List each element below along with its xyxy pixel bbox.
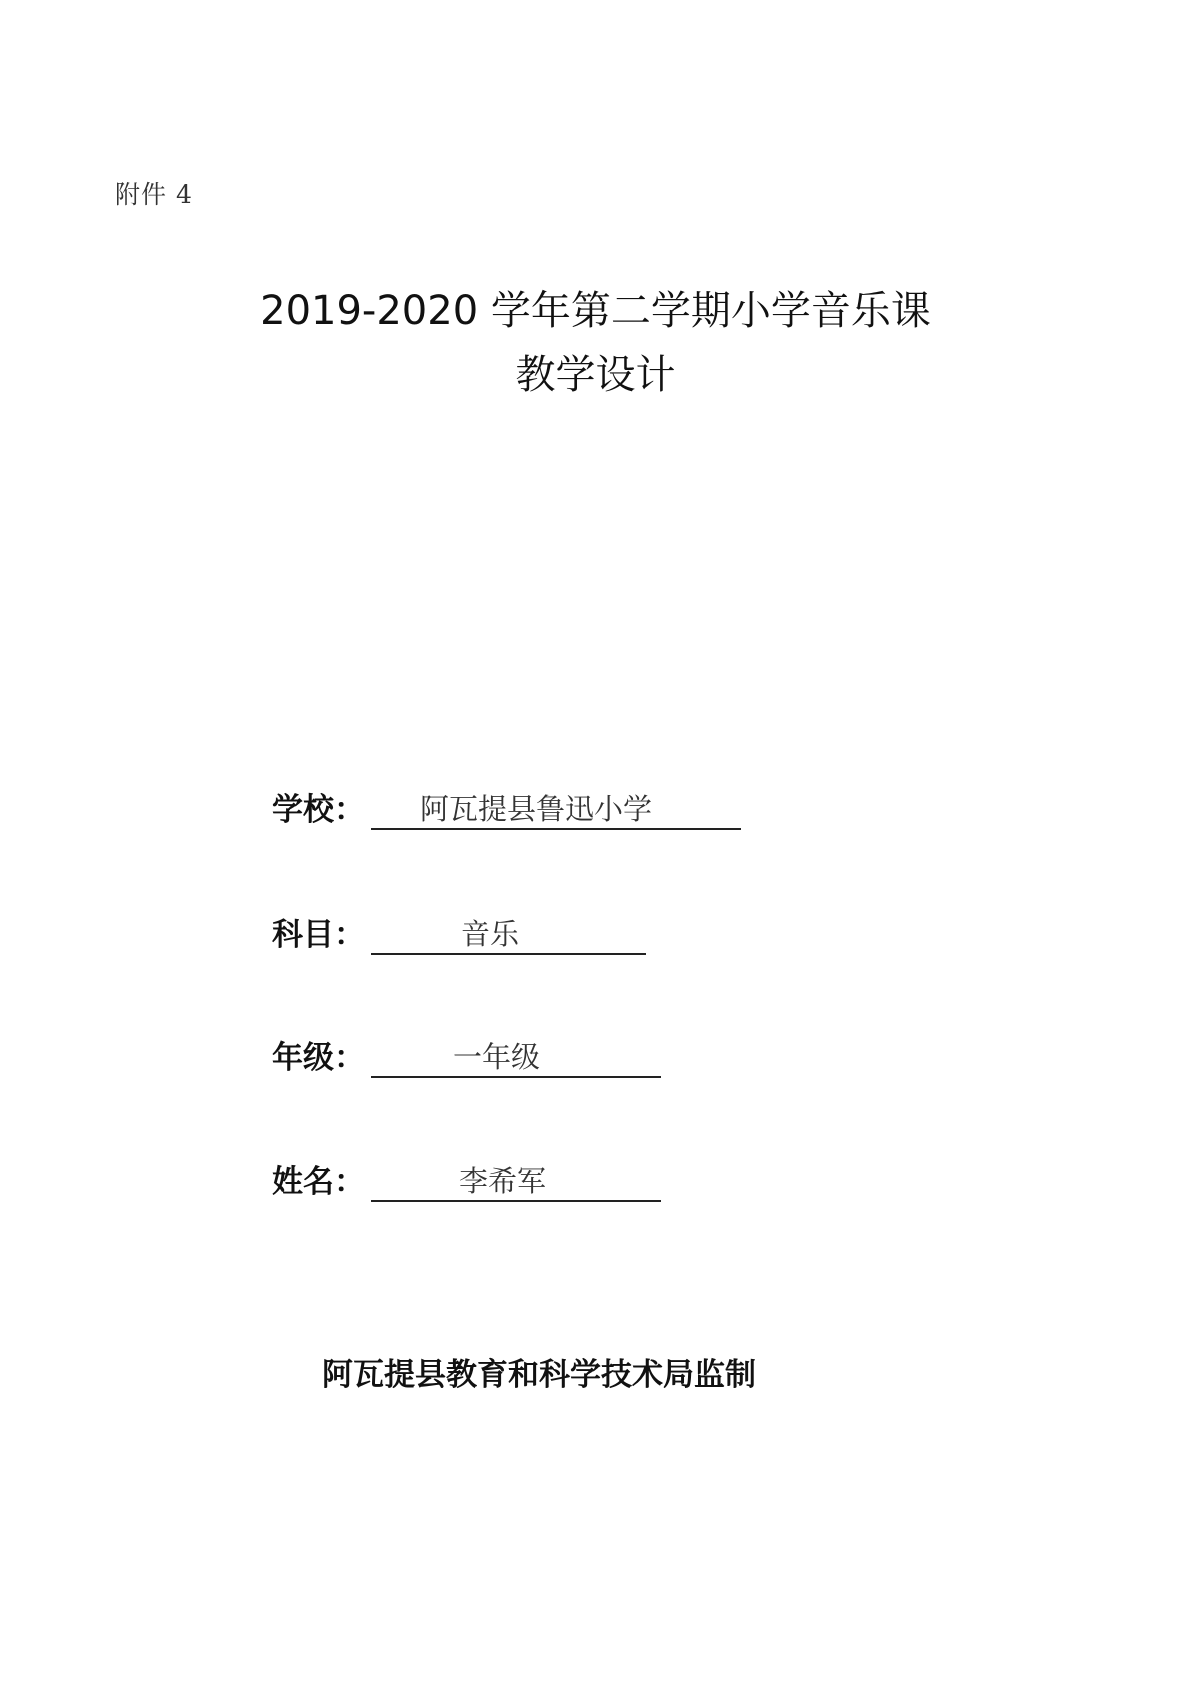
issuer-footer: 阿瓦提县教育和科学技术局监制 [322, 1357, 756, 1393]
school-underline [371, 788, 741, 830]
school-field [272, 780, 741, 830]
attachment-label: 附件 4 [115, 180, 193, 209]
name-underline [371, 1160, 661, 1202]
grade-underline [371, 1036, 661, 1078]
document-subtitle: 教学设计 [515, 352, 676, 398]
grade-value: 一年级 [453, 1040, 541, 1074]
name-value: 李希军 [459, 1164, 547, 1198]
school-value: 阿瓦提县鲁迅小学 [420, 792, 653, 826]
grade-label: 年级： [272, 1040, 365, 1076]
subject-underline [371, 913, 646, 955]
subject-field [272, 905, 646, 955]
subject-value: 音乐 [461, 917, 520, 951]
grade-field [272, 1028, 661, 1078]
school-label: 学校： [272, 792, 365, 828]
name-label: 姓名： [272, 1164, 365, 1200]
subject-label: 科目： [272, 917, 365, 953]
name-field [272, 1152, 661, 1202]
document-title: 2019-2020 学年第二学期小学音乐课 [260, 288, 931, 334]
